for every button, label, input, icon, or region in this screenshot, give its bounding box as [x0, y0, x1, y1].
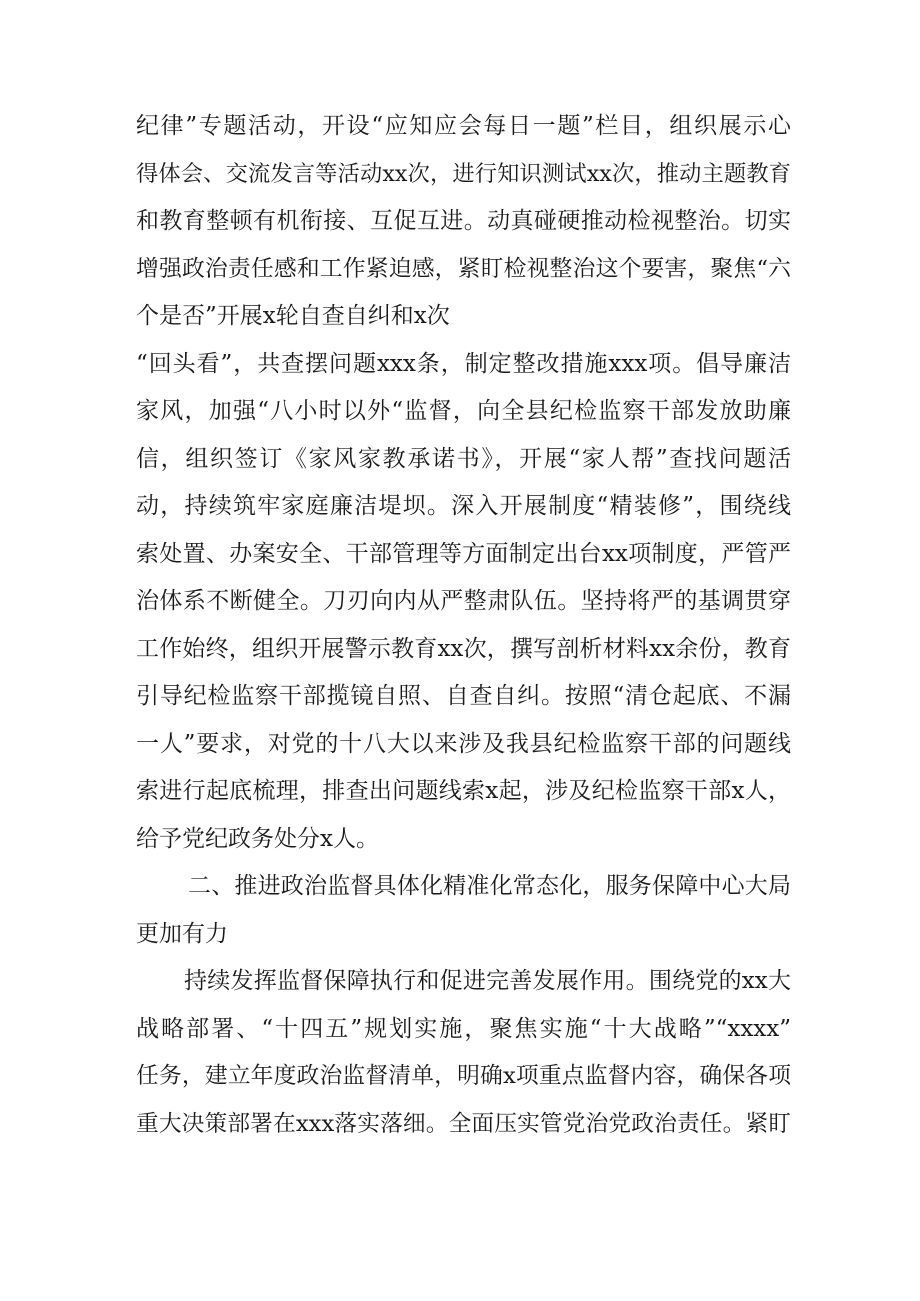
body-line: 动，持续筑牢家庭廉洁堤坝。深入开展制度“精装修”，围绕线: [136, 493, 791, 519]
body-line: 家风，加强“八小时以外“监督，向全县纪检监察干部发放助廉: [136, 398, 791, 424]
body-line: 重大决策部署在xxx落实落细。全面压实管党治党政治责任。紧盯: [136, 1110, 791, 1137]
body-line: 纪律”专题活动，开设“应知应会每日一题”栏目，组织展示心: [136, 113, 791, 139]
body-line: 引导纪检监察干部揽镜自照、自查自纠。按照“清仓起底、不漏: [136, 683, 791, 709]
body-line: 增强政治责任感和工作紧迫感，紧盯检视整治这个要害，聚焦“六: [136, 255, 791, 282]
body-line: 一人”要求，对党的十八大以来涉及我县纪检监察干部的问题线: [136, 730, 791, 757]
section-heading-continued: 更加有力: [136, 920, 228, 947]
body-line: 给予党纪政务处分x人。: [136, 825, 379, 852]
paragraph-first-line: 持续发挥监督保障执行和促进完善发展作用。围绕党的xx大: [184, 968, 791, 994]
body-line: 个是否”开展x轮自查自纠和x次: [136, 303, 450, 329]
body-line: 索处置、办案安全、干部管理等方面制定出台xx项制度，严管严: [136, 540, 791, 567]
body-line: 得体会、交流发言等活动xx次，进行知识测试xx次，推动主题教育: [136, 160, 791, 187]
body-line: 信，组织签订《家风家教承诺书》，开展“家人帮”查找问题活: [136, 445, 791, 472]
body-line: 和教育整顿有机衔接、互促互进。动真碰硬推动检视整治。切实: [136, 208, 791, 234]
body-line: 任务，建立年度政治监督清单，明确x项重点监督内容，确保各项: [136, 1063, 791, 1089]
body-line: 战略部署、“十四五”规划实施，聚焦实施“十大战略”“xxxx”: [136, 1015, 791, 1042]
body-line: 工作始终，组织开展警示教育xx次，撰写剖析材料xx余份，教育: [136, 635, 791, 662]
body-line: “回头看”，共查摆问题xxx条，制定整改措施xxx项。倡导廉洁: [136, 350, 791, 377]
body-line: 治体系不断健全。刀刃向内从严整肃队伍。坚持将严的基调贯穿: [136, 588, 791, 614]
document-body: [136, 103, 791, 1148]
section-heading: 二、推进政治监督具体化精准化常态化，服务保障中心大局: [188, 873, 791, 899]
body-line: 索进行起底梳理，排查出问题线索x起，涉及纪检监察干部x人，: [136, 778, 791, 804]
